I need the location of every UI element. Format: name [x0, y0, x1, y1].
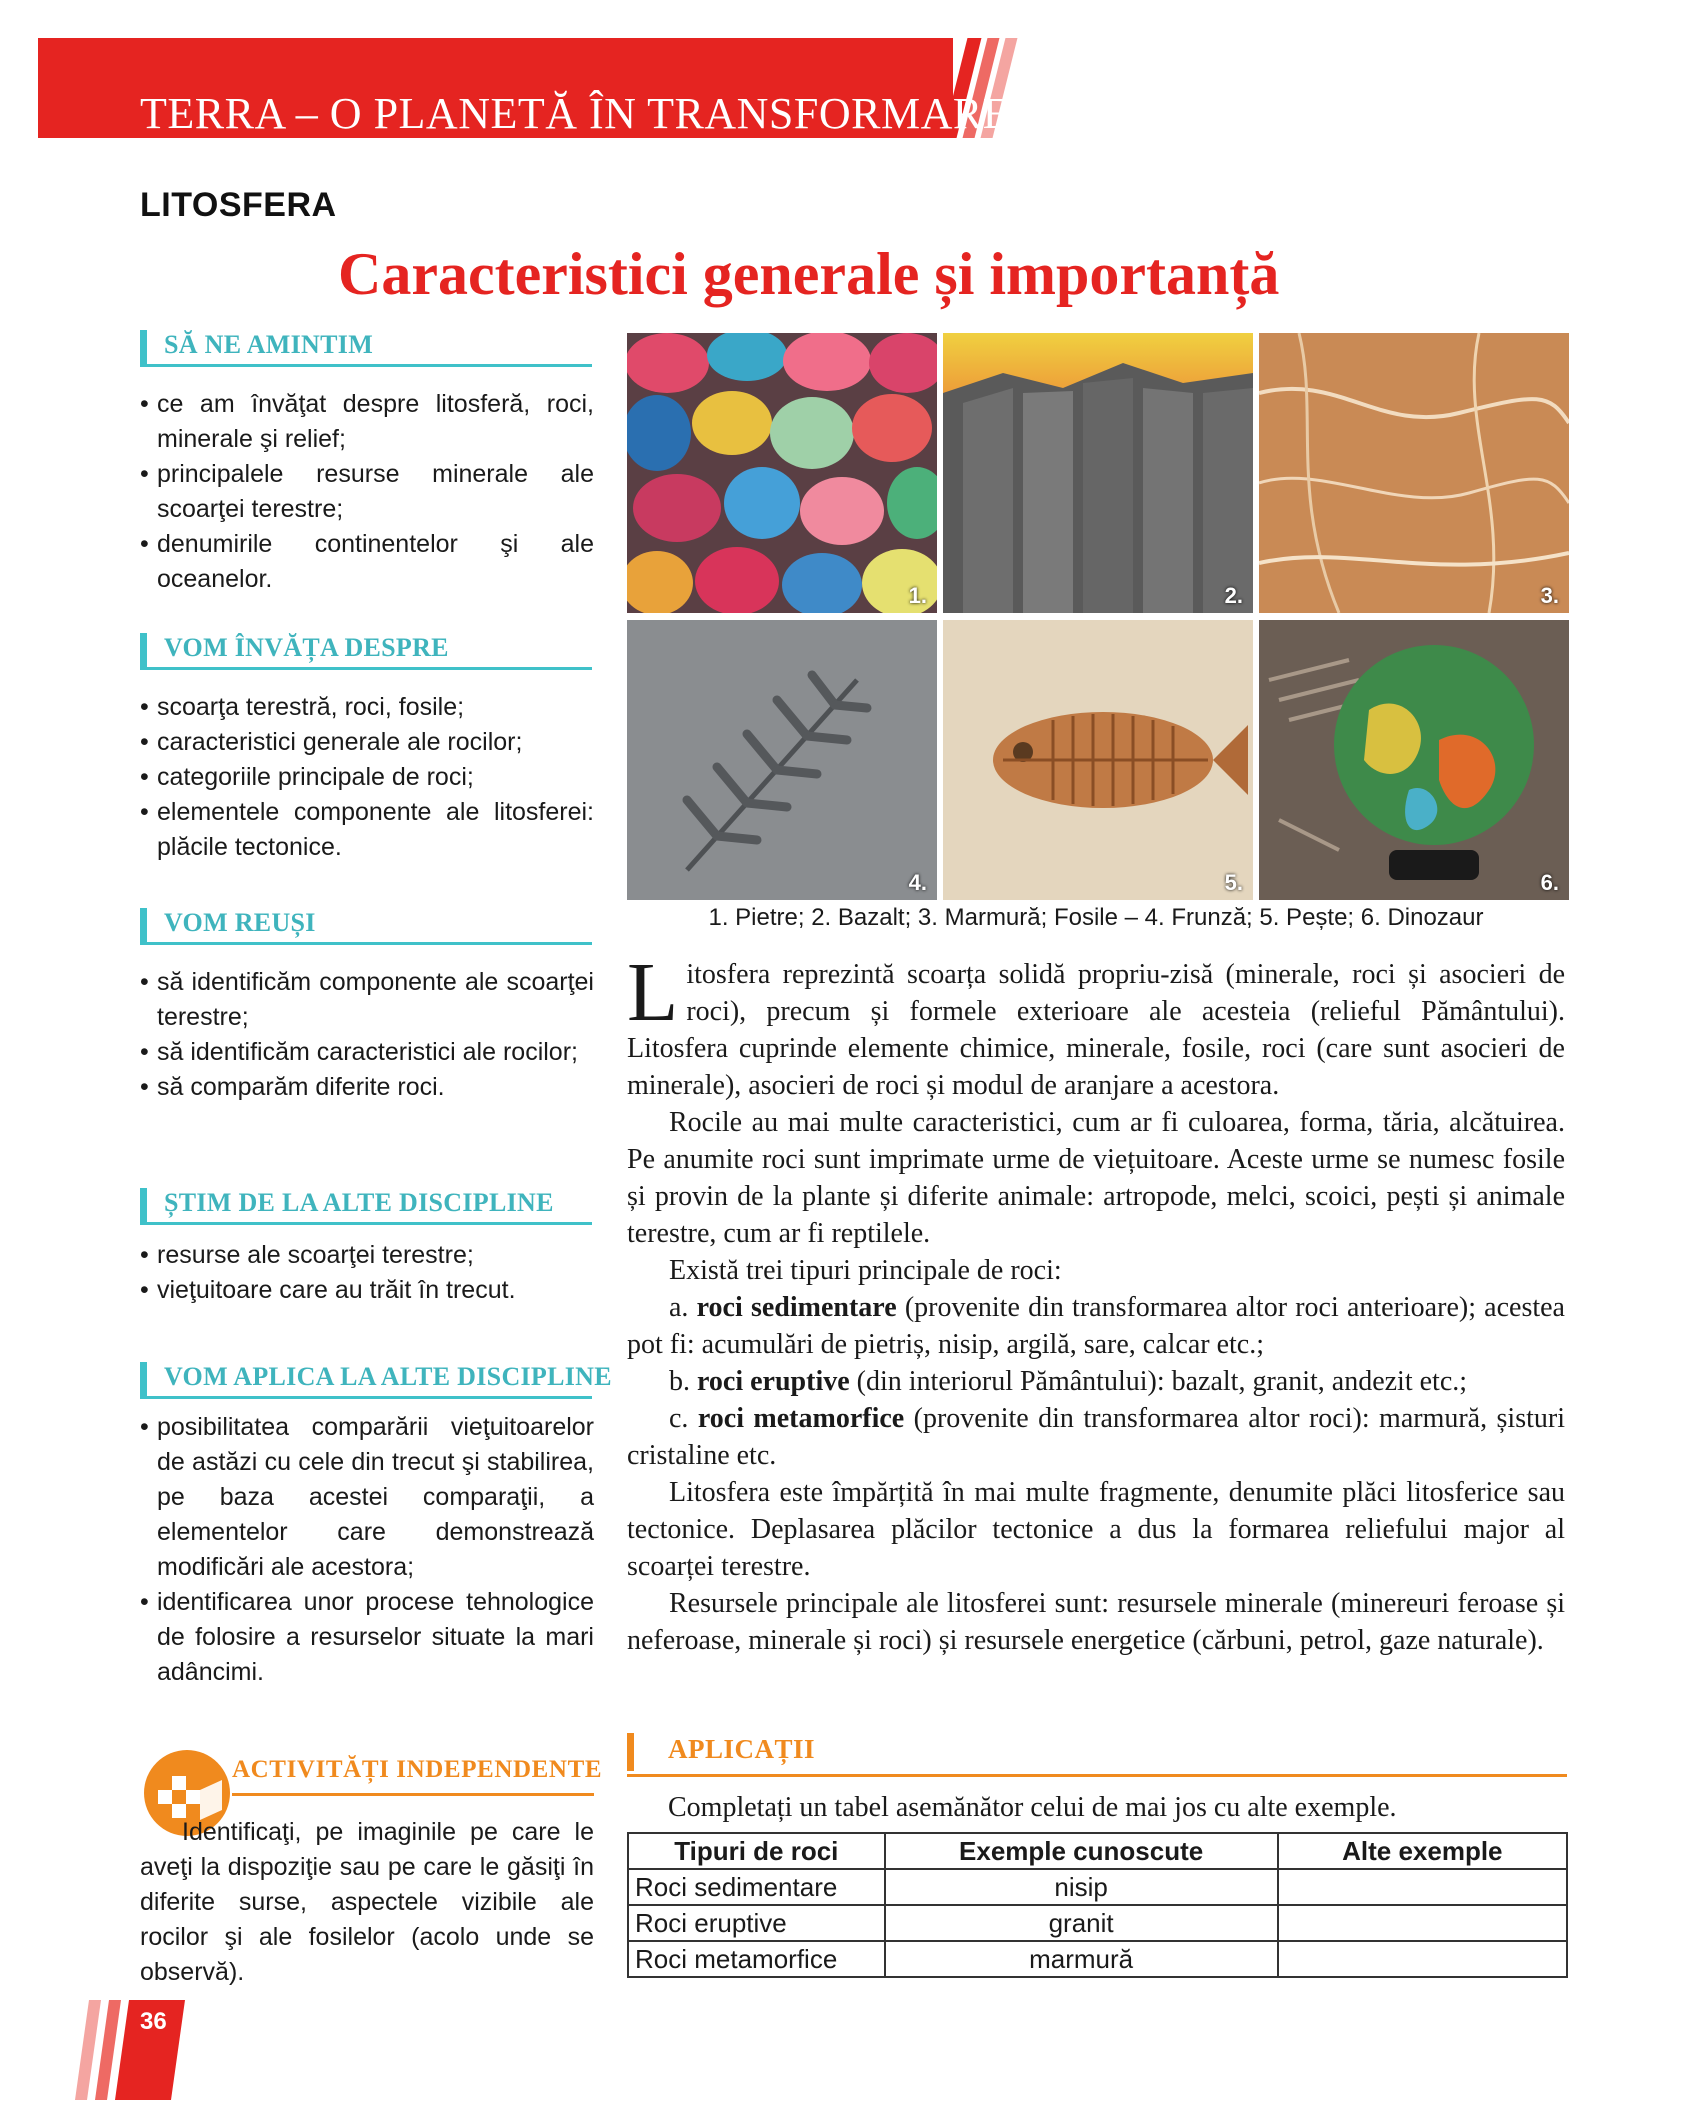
list-item: • categoriile principale de roci; — [140, 760, 594, 795]
paragraph: Litosfera este împărțită în mai multe fragmente, denumite plăci litosferice sau tectonice. Deplasarea plăcilor tectonice a dus la formarea reliefului major al scoarței terestre. — [627, 1477, 1565, 1582]
rocks-table — [627, 1832, 1568, 1978]
photo-number: 2. — [1224, 583, 1243, 608]
chapter-title: TERRA – O PLANETĂ ÎN TRANSFORMARE — [140, 89, 1011, 138]
section-label: LITOSFERA — [140, 186, 337, 224]
list-item: • caracteristici generale ale rocilor; — [140, 725, 594, 760]
table-cell: Roci sedimentare — [628, 1869, 885, 1905]
table-cell-empty[interactable] — [1278, 1905, 1567, 1941]
photo-number: 1. — [908, 583, 927, 608]
item-text: (din interiorul Pământului): bazalt, granit, andezit etc.; — [849, 1366, 1468, 1397]
section-marker — [140, 1362, 147, 1396]
list-item: • vieţuitoare care au trăit în trecut. — [140, 1273, 594, 1308]
list-item: • să comparăm diferite roci. — [140, 1070, 594, 1105]
paragraph-text: itosfera reprezintă scoarța solidă propriu-zisă (minerale, roci și asocieri de roci), precum și formele exterioare ale acesteia (relieful Pământului). Litosfera cuprinde elemente chimice, minerale, fosile, roci (care sunt asocieri de minerale), asocieri de roci și modul de aranjare a acestora. — [627, 959, 1565, 1101]
photo-basalt — [943, 333, 1253, 613]
applications-rule — [627, 1774, 1567, 1777]
applications-instruction: Completați un tabel asemănător celui de mai jos cu alte exemple. — [668, 1792, 1397, 1823]
section-marker — [140, 330, 147, 364]
list-item: • scoarţa terestră, roci, fosile; — [140, 690, 594, 725]
list-vom-invata — [140, 690, 594, 865]
page-title: Caracteristici generale și importanță — [338, 241, 1280, 307]
section-marker — [140, 1188, 147, 1222]
rock-type-metamorphic — [627, 1400, 1565, 1474]
table-cell-empty[interactable] — [1278, 1941, 1567, 1977]
term-bold: roci sedimentare — [696, 1292, 897, 1323]
photo-fossil-leaf — [627, 620, 937, 900]
list-item: • să identificăm caracteristici ale rocilor; — [140, 1035, 594, 1070]
section-title: VOM ÎNVĂȚA DESPRE — [164, 633, 449, 662]
item-text: (provenite din transformarea altor roci anterioare); acestea pot fi: acumulări de pietriș, nisip, argilă, sare, calcar etc.; — [627, 1292, 1565, 1360]
item-text: (provenite din transformarea altor roci): marmură, șisturi cristaline etc. — [627, 1403, 1565, 1471]
table-header: Tipuri de roci — [628, 1833, 885, 1869]
list-item: • posibilitatea comparării vieţuitoarelor de astăzi cu cele din trecut şi stabilirea, pe baza acestei comparaţii, a elementelor care demonstrează modificări ale acestora; — [140, 1410, 594, 1585]
item-prefix: b. — [669, 1366, 697, 1397]
list-sa-ne-amintim — [140, 387, 594, 597]
table-cell: Roci eruptive — [628, 1905, 885, 1941]
photo-pebbles — [627, 333, 937, 613]
page-number: 36 — [140, 2008, 167, 2035]
table-cell: marmură — [885, 1941, 1278, 1977]
paragraph-intro — [627, 946, 1565, 1104]
section-vom-invata — [140, 633, 592, 670]
list-item: • resurse ale scoarţei terestre; — [140, 1238, 594, 1273]
table-header: Exemple cunoscute — [885, 1833, 1278, 1869]
section-vom-reusi — [140, 908, 592, 945]
applications-title: APLICAȚII — [668, 1734, 816, 1764]
photo-fossil-dinosaur — [1259, 620, 1569, 900]
list-stim-de-la — [140, 1238, 594, 1308]
activities-text: Identificaţi, pe imaginile pe care le aveţi la dispoziţie sau pe care le găsiţi în diferite surse, aspectele vizibile ale rocilor şi ale fosilelor (acolo unde se observă). — [140, 1818, 594, 1986]
item-prefix: c. — [669, 1403, 698, 1434]
photo-caption: 1. Pietre; 2. Bazalt; 3. Marmură; Fosile – 4. Frunză; 5. Pește; 6. Dinozaur — [708, 904, 1484, 931]
list-item: • identificarea unor procese tehnologice de folosire a resurselor situate la mari adâncimi. — [140, 1585, 594, 1690]
section-marker — [140, 908, 147, 942]
table-row — [628, 1869, 1567, 1905]
main-text — [627, 946, 1565, 1659]
paragraph: Resursele principale ale litosferei sunt: resursele minerale (minereuri feroase și neferoase, minerale și roci) și resursele energetice (cărbuni, petrol, gaze naturale). — [627, 1588, 1565, 1656]
list-item: • elementele componente ale litosferei: plăcile tectonice. — [140, 795, 594, 865]
section-marker — [140, 633, 147, 667]
photo-number: 5. — [1224, 870, 1243, 895]
applications-marker — [627, 1733, 634, 1771]
photo-marble — [1259, 333, 1569, 613]
photo-fossil-fish — [943, 620, 1253, 900]
list-item: • principalele resurse minerale ale scoarţei terestre; — [140, 457, 594, 527]
paragraph: Rocile au mai multe caracteristici, cum ar fi culoarea, forma, tăria, alcătuirea. Pe anumite roci sunt imprimate urme de viețuitoare. Aceste urme se numesc fosile și provin de la plante și diferite animale: artropode, melci, scoici, pești și animale terestre, cum ar fi reptilele. — [627, 1107, 1565, 1249]
activities-rule — [232, 1793, 594, 1796]
paragraph: Există trei tipuri principale de roci: — [669, 1255, 1062, 1286]
rock-type-eruptive — [627, 1363, 1565, 1400]
section-title: VOM APLICA LA ALTE DISCIPLINE — [164, 1362, 612, 1391]
item-prefix: a. — [669, 1292, 697, 1323]
table-header-row — [628, 1833, 1567, 1869]
dropcap: L — [627, 946, 679, 1039]
table-cell: granit — [885, 1905, 1278, 1941]
table-row — [628, 1941, 1567, 1977]
activities-title: ACTIVITĂȚI INDEPENDENTE — [232, 1756, 603, 1783]
term-bold: roci metamorfice — [697, 1403, 905, 1434]
table-cell: nisip — [885, 1869, 1278, 1905]
photo-number: 4. — [908, 870, 927, 895]
list-vom-reusi — [140, 965, 594, 1105]
section-sa-ne-amintim — [140, 330, 592, 367]
section-title: SĂ NE AMINTIM — [164, 330, 374, 359]
photo-number: 3. — [1540, 583, 1559, 608]
list-item: • denumirile continentelor şi ale oceanelor. — [140, 527, 594, 597]
list-vom-aplica — [140, 1410, 594, 1690]
table-header: Alte exemple — [1278, 1833, 1567, 1869]
table-cell-empty[interactable] — [1278, 1869, 1567, 1905]
rock-type-sedimentary — [627, 1289, 1565, 1363]
term-bold: roci eruptive — [697, 1366, 850, 1397]
section-stim-de-la — [140, 1188, 592, 1225]
photo-number: 6. — [1540, 870, 1559, 895]
section-title: ȘTIM DE LA ALTE DISCIPLINE — [164, 1188, 554, 1217]
list-item: • ce am învăţat despre litosferă, roci, minerale şi relief; — [140, 387, 594, 457]
section-title: VOM REUȘI — [164, 908, 316, 937]
table-row — [628, 1905, 1567, 1941]
section-vom-aplica — [140, 1362, 612, 1399]
list-item: • să identificăm componente ale scoarţei terestre; — [140, 965, 594, 1035]
table-cell: Roci metamorfice — [628, 1941, 885, 1977]
